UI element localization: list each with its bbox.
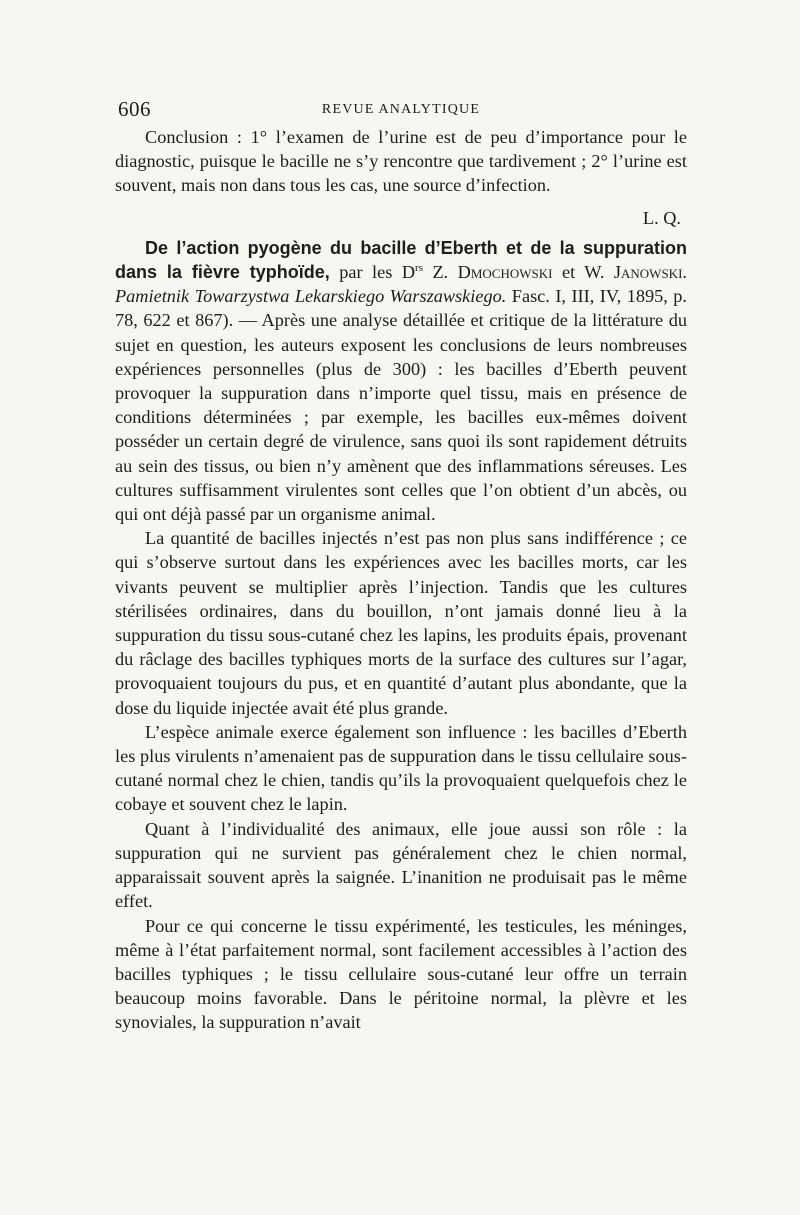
author-conjunction: et W. — [552, 262, 614, 283]
author-two: Janowski. — [613, 262, 687, 283]
conclusion-paragraph: Conclusion : 1° l’examen de l’urine est de peu d’importance pour le diagnostic, puisque le bacille ne s’y rencontre que tardivement ; 2° l’urine est souvent, mais non dans tous les cas, une source d’infection. — [115, 127, 687, 196]
running-title: REVUE ANALYTIQUE — [321, 102, 481, 117]
body-paragraph-4: Pour ce qui concerne le tissu expérimenté, les testicules, les méninges, même à l’état parfaitement normal, sont facilement accessibles à l’action des bacilles typhiques ; le tissu cellulaire sous-cutané leur offre un terrain beaucoup moins favorable. Dans le péritoine normal, la plèvre et les synoviales, la suppuration n’avait — [115, 915, 687, 1033]
body-paragraph-2: L’espèce animale exerce également son influence : les bacilles d’Eberth les plus virulents n’amenaient pas de suppuration dans le tissu cellulaire sous-cutané normal chez le chien, tandis qu’ils la provoquaient quelquefois chez le cobaye et souvent chez le lapin. — [115, 721, 687, 815]
journal-name: Pamietnik Towarzystwa Lekarskiego Warszawskiego. — [115, 286, 507, 307]
article-reference-text: Fasc. I, III, IV, 1895, p. 78, 622 et 867). — Après une analyse détaillée et critique de la littérature du sujet en question, les auteurs exposent les conclusions de leurs nombreuses expériences personnelles (plus de 300) : les bacilles d’Eberth peuvent provoquer la suppuration dans n’importe quel tissu, mais en présence de conditions déterminées ; par exemple, les bacilles eux-mêmes doivent posséder un certain degré de virulence, sans quoi ils sont rapidement détruits au sein des tissus, ou bien n’y amènent que des inflammations séreuses. Les cultures suffisamment virulentes sont celles que l’on obtient d’un abcès, ou qui ont déjà passé par un organisme animal. — [115, 286, 688, 525]
authors-intro: par les D — [329, 262, 416, 283]
page-body — [115, 125, 687, 1035]
body-paragraph-3: Quant à l’individualité des animaux, elle joue aussi son rôle : la suppuration qui ne survient pas généralement chez le chien normal, apparaissait souvent après la saignée. L’inanition ne produisait pas le même effet. — [115, 818, 687, 912]
page-header — [118, 95, 684, 125]
signature: L. Q. — [642, 207, 681, 228]
author-one: Z. Dmochowski — [422, 262, 553, 283]
article-title: De l’action pyogène du bacille d’Eberth et de la suppuration dans la fièvre typhoïde, — [115, 237, 687, 283]
article-paragraph — [115, 236, 687, 526]
body-paragraph-1: La quantité de bacilles injectés n’est pas non plus sans indifférence ; ce qui s’observe surtout dans les expériences avec les bacilles morts, car les vivants peuvent se multiplier après l’injection. Tandis que les cultures stérilisées ordinaires, dans du bouillon, n’ont jamais donné lieu à la suppuration du tissu sous-cutané chez les lapins, les produits épais, provenant du râclage des bacilles typhiques morts de la surface des cultures sur l’agar, provoquaient toujours du pus, et en quantité d’autant plus abondante, que la dose du liquide injectée avait été plus grande. — [115, 528, 687, 718]
authors-superscript: rs — [415, 261, 423, 274]
page-number: 606 — [118, 97, 151, 121]
